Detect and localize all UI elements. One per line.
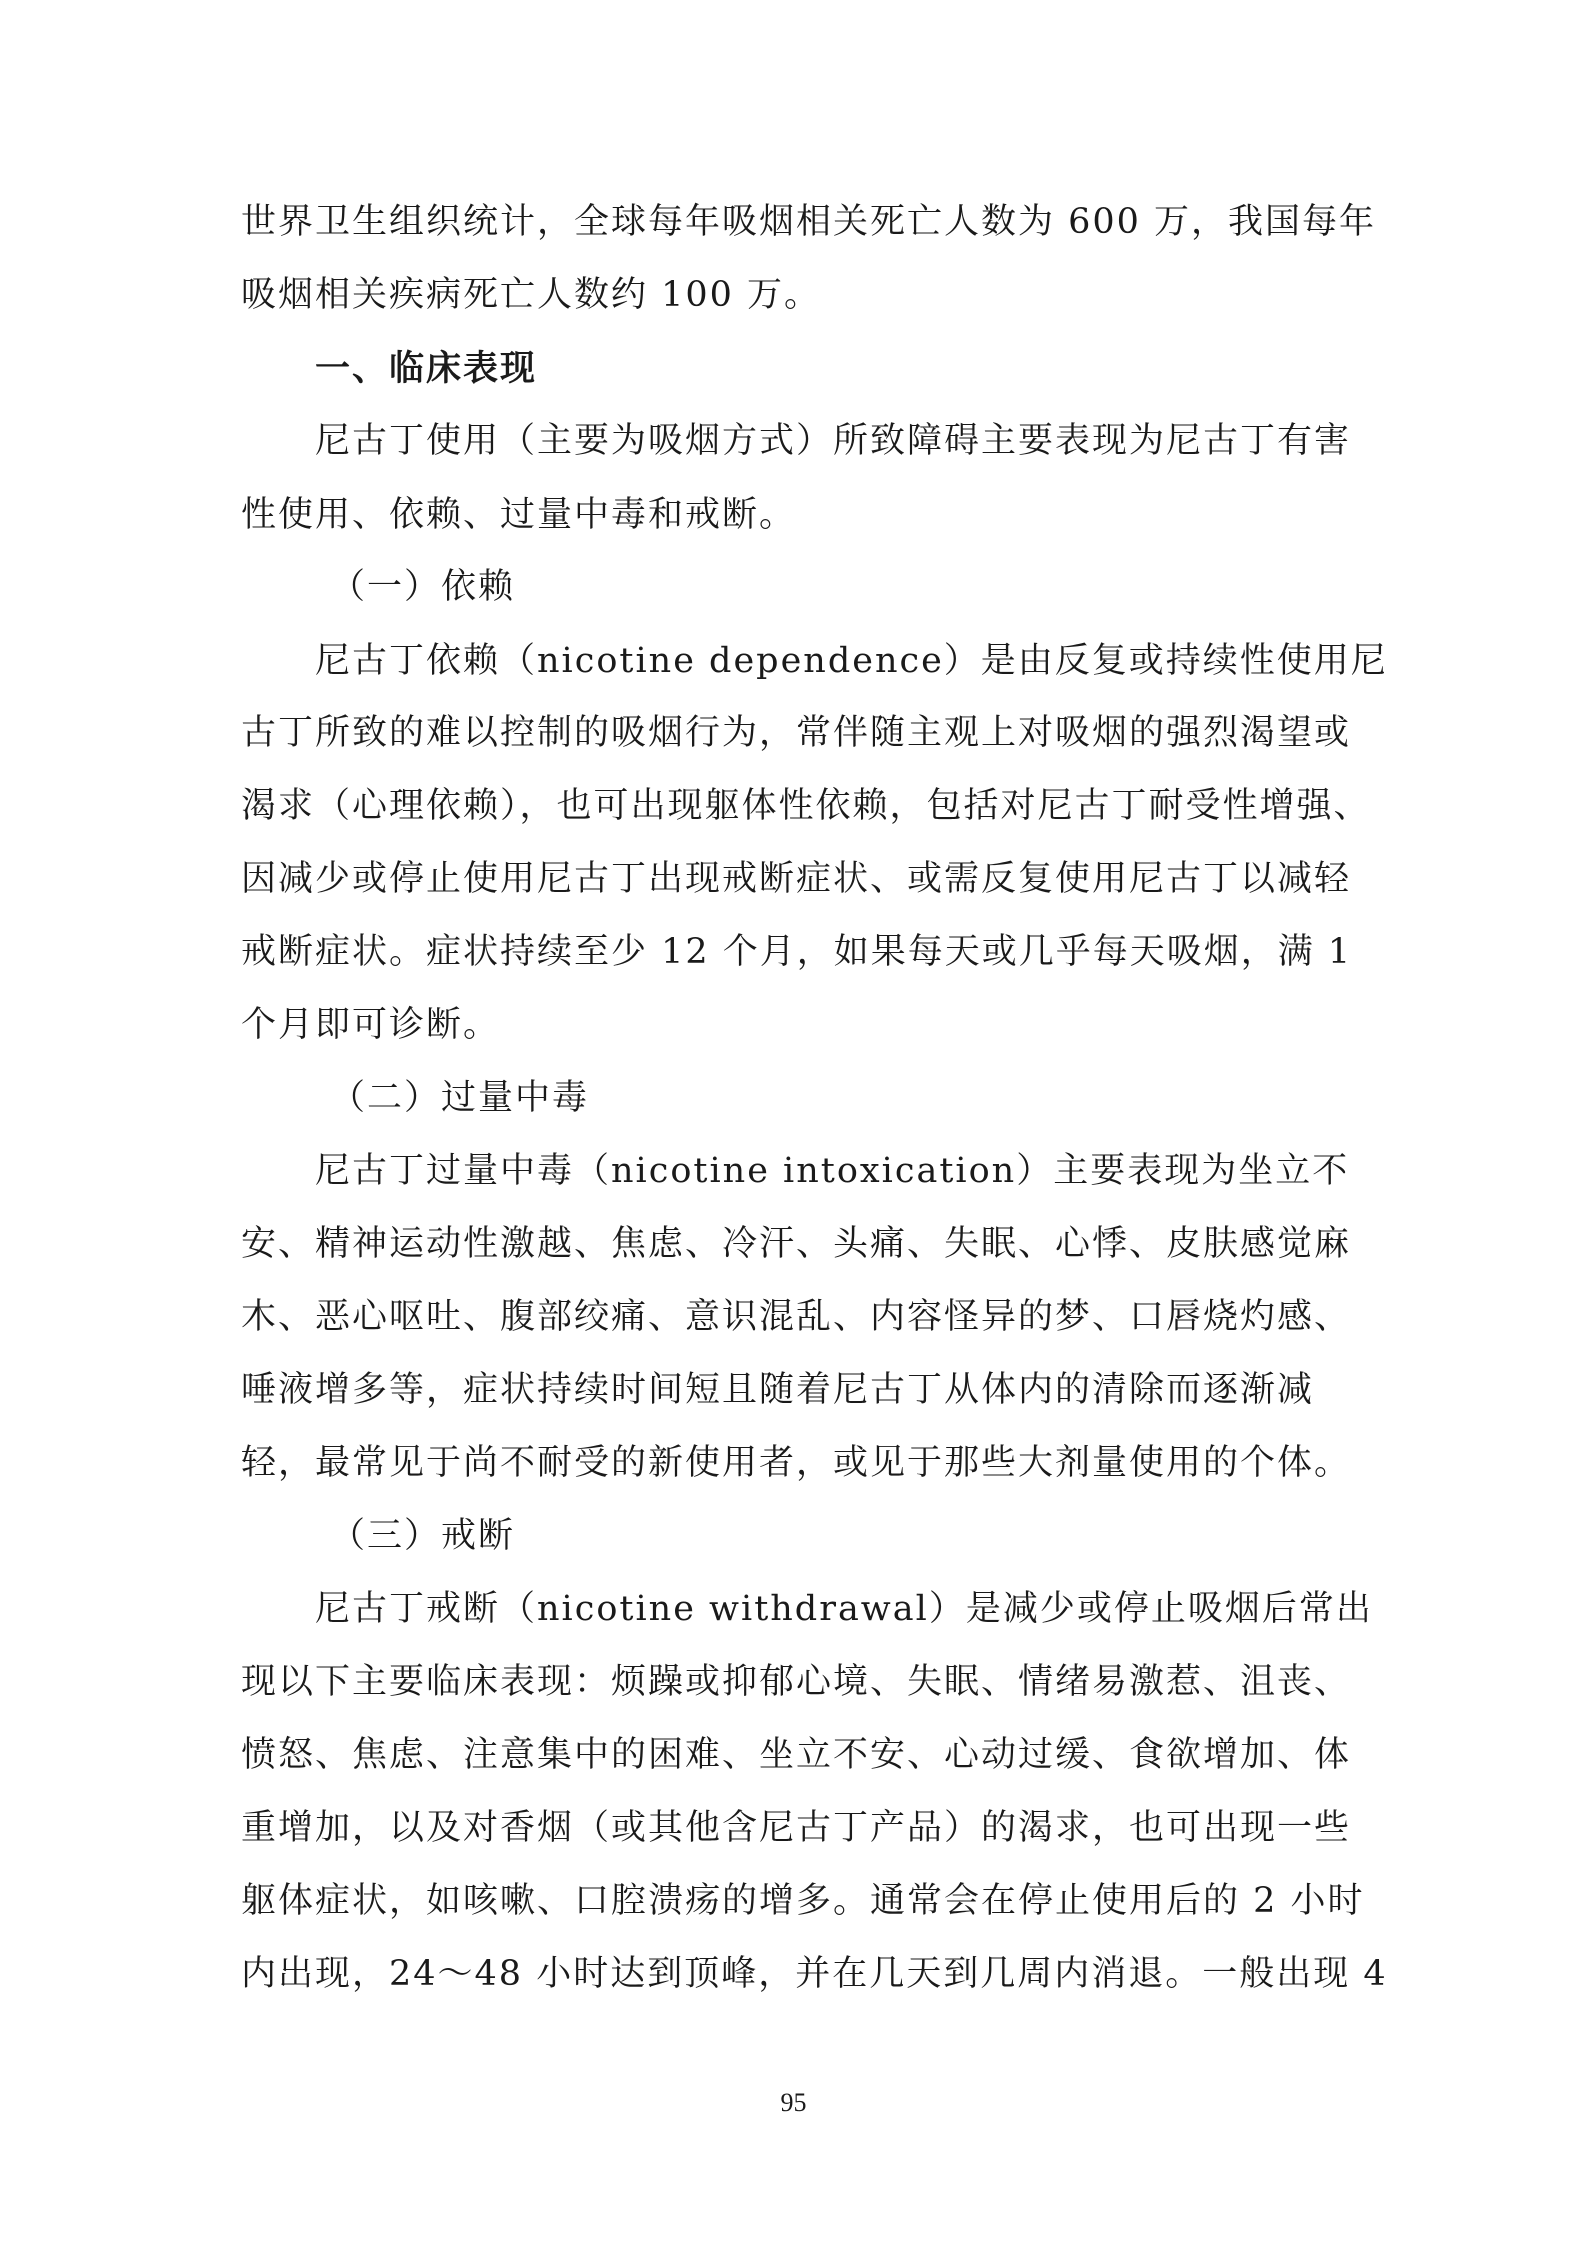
- subsection-heading-intoxication: （二）过量中毒: [330, 1078, 590, 1118]
- dependence-line-6: 个月即可诊断。: [241, 1005, 501, 1045]
- section-1-line-2: 性使用、依赖、过量中毒和戒断。: [241, 495, 797, 535]
- dependence-line-2: 古丁所致的难以控制的吸烟行为，常伴随主观上对吸烟的强烈渴望或: [241, 713, 1352, 753]
- dependence-line-1: 尼古丁依赖（nicotine dependence）是由反复或持续性使用尼: [315, 641, 1388, 681]
- intoxication-line-1: 尼古丁过量中毒（nicotine intoxication）主要表现为坐立不: [315, 1151, 1350, 1191]
- page-number: 95: [780, 2088, 807, 2117]
- withdrawal-line-1: 尼古丁戒断（nicotine withdrawal）是减少或停止吸烟后常出: [315, 1589, 1373, 1629]
- intoxication-line-2: 安、精神运动性激越、焦虑、冷汗、头痛、失眠、心悸、皮肤感觉麻: [241, 1224, 1352, 1264]
- intro-line-2: 吸烟相关疾病死亡人数约 100 万。: [241, 275, 822, 315]
- withdrawal-line-5: 躯体症状，如咳嗽、口腔溃疡的增多。通常会在停止使用后的 2 小时: [241, 1881, 1365, 1921]
- intro-line-1: 世界卫生组织统计，全球每年吸烟相关死亡人数为 600 万，我国每年: [241, 202, 1377, 242]
- withdrawal-line-6: 内出现，24～48 小时达到顶峰，并在几天到几周内消退。一般出现 4: [241, 1954, 1388, 1994]
- intoxication-line-4: 唾液增多等，症状持续时间短且随着尼古丁从体内的清除而逐渐减: [241, 1370, 1315, 1410]
- dependence-line-3: 渴求（心理依赖），也可出现躯体性依赖，包括对尼古丁耐受性增强、: [241, 786, 1371, 826]
- dependence-line-4: 因减少或停止使用尼古丁出现戒断症状、或需反复使用尼古丁以减轻: [241, 859, 1352, 899]
- section-heading-clinical: 一、临床表现: [315, 349, 538, 389]
- withdrawal-line-2: 现以下主要临床表现：烦躁或抑郁心境、失眠、情绪易激惹、沮丧、: [241, 1662, 1352, 1702]
- subsection-heading-withdrawal: （三）戒断: [330, 1516, 516, 1556]
- withdrawal-line-3: 愤怒、焦虑、注意集中的困难、坐立不安、心动过缓、食欲增加、体: [241, 1735, 1352, 1775]
- dependence-line-5: 戒断症状。症状持续至少 12 个月，如果每天或几乎每天吸烟，满 1: [241, 932, 1353, 972]
- intoxication-line-3: 木、恶心呕吐、腹部绞痛、意识混乱、内容怪异的梦、口唇烧灼感、: [241, 1297, 1352, 1337]
- withdrawal-line-4: 重增加，以及对香烟（或其他含尼古丁产品）的渴求，也可出现一些: [241, 1808, 1352, 1848]
- intoxication-line-5: 轻，最常见于尚不耐受的新使用者，或见于那些大剂量使用的个体。: [241, 1443, 1352, 1483]
- subsection-heading-dependence: （一）依赖: [330, 567, 516, 607]
- section-1-line-1: 尼古丁使用（主要为吸烟方式）所致障碍主要表现为尼古丁有害: [315, 421, 1352, 461]
